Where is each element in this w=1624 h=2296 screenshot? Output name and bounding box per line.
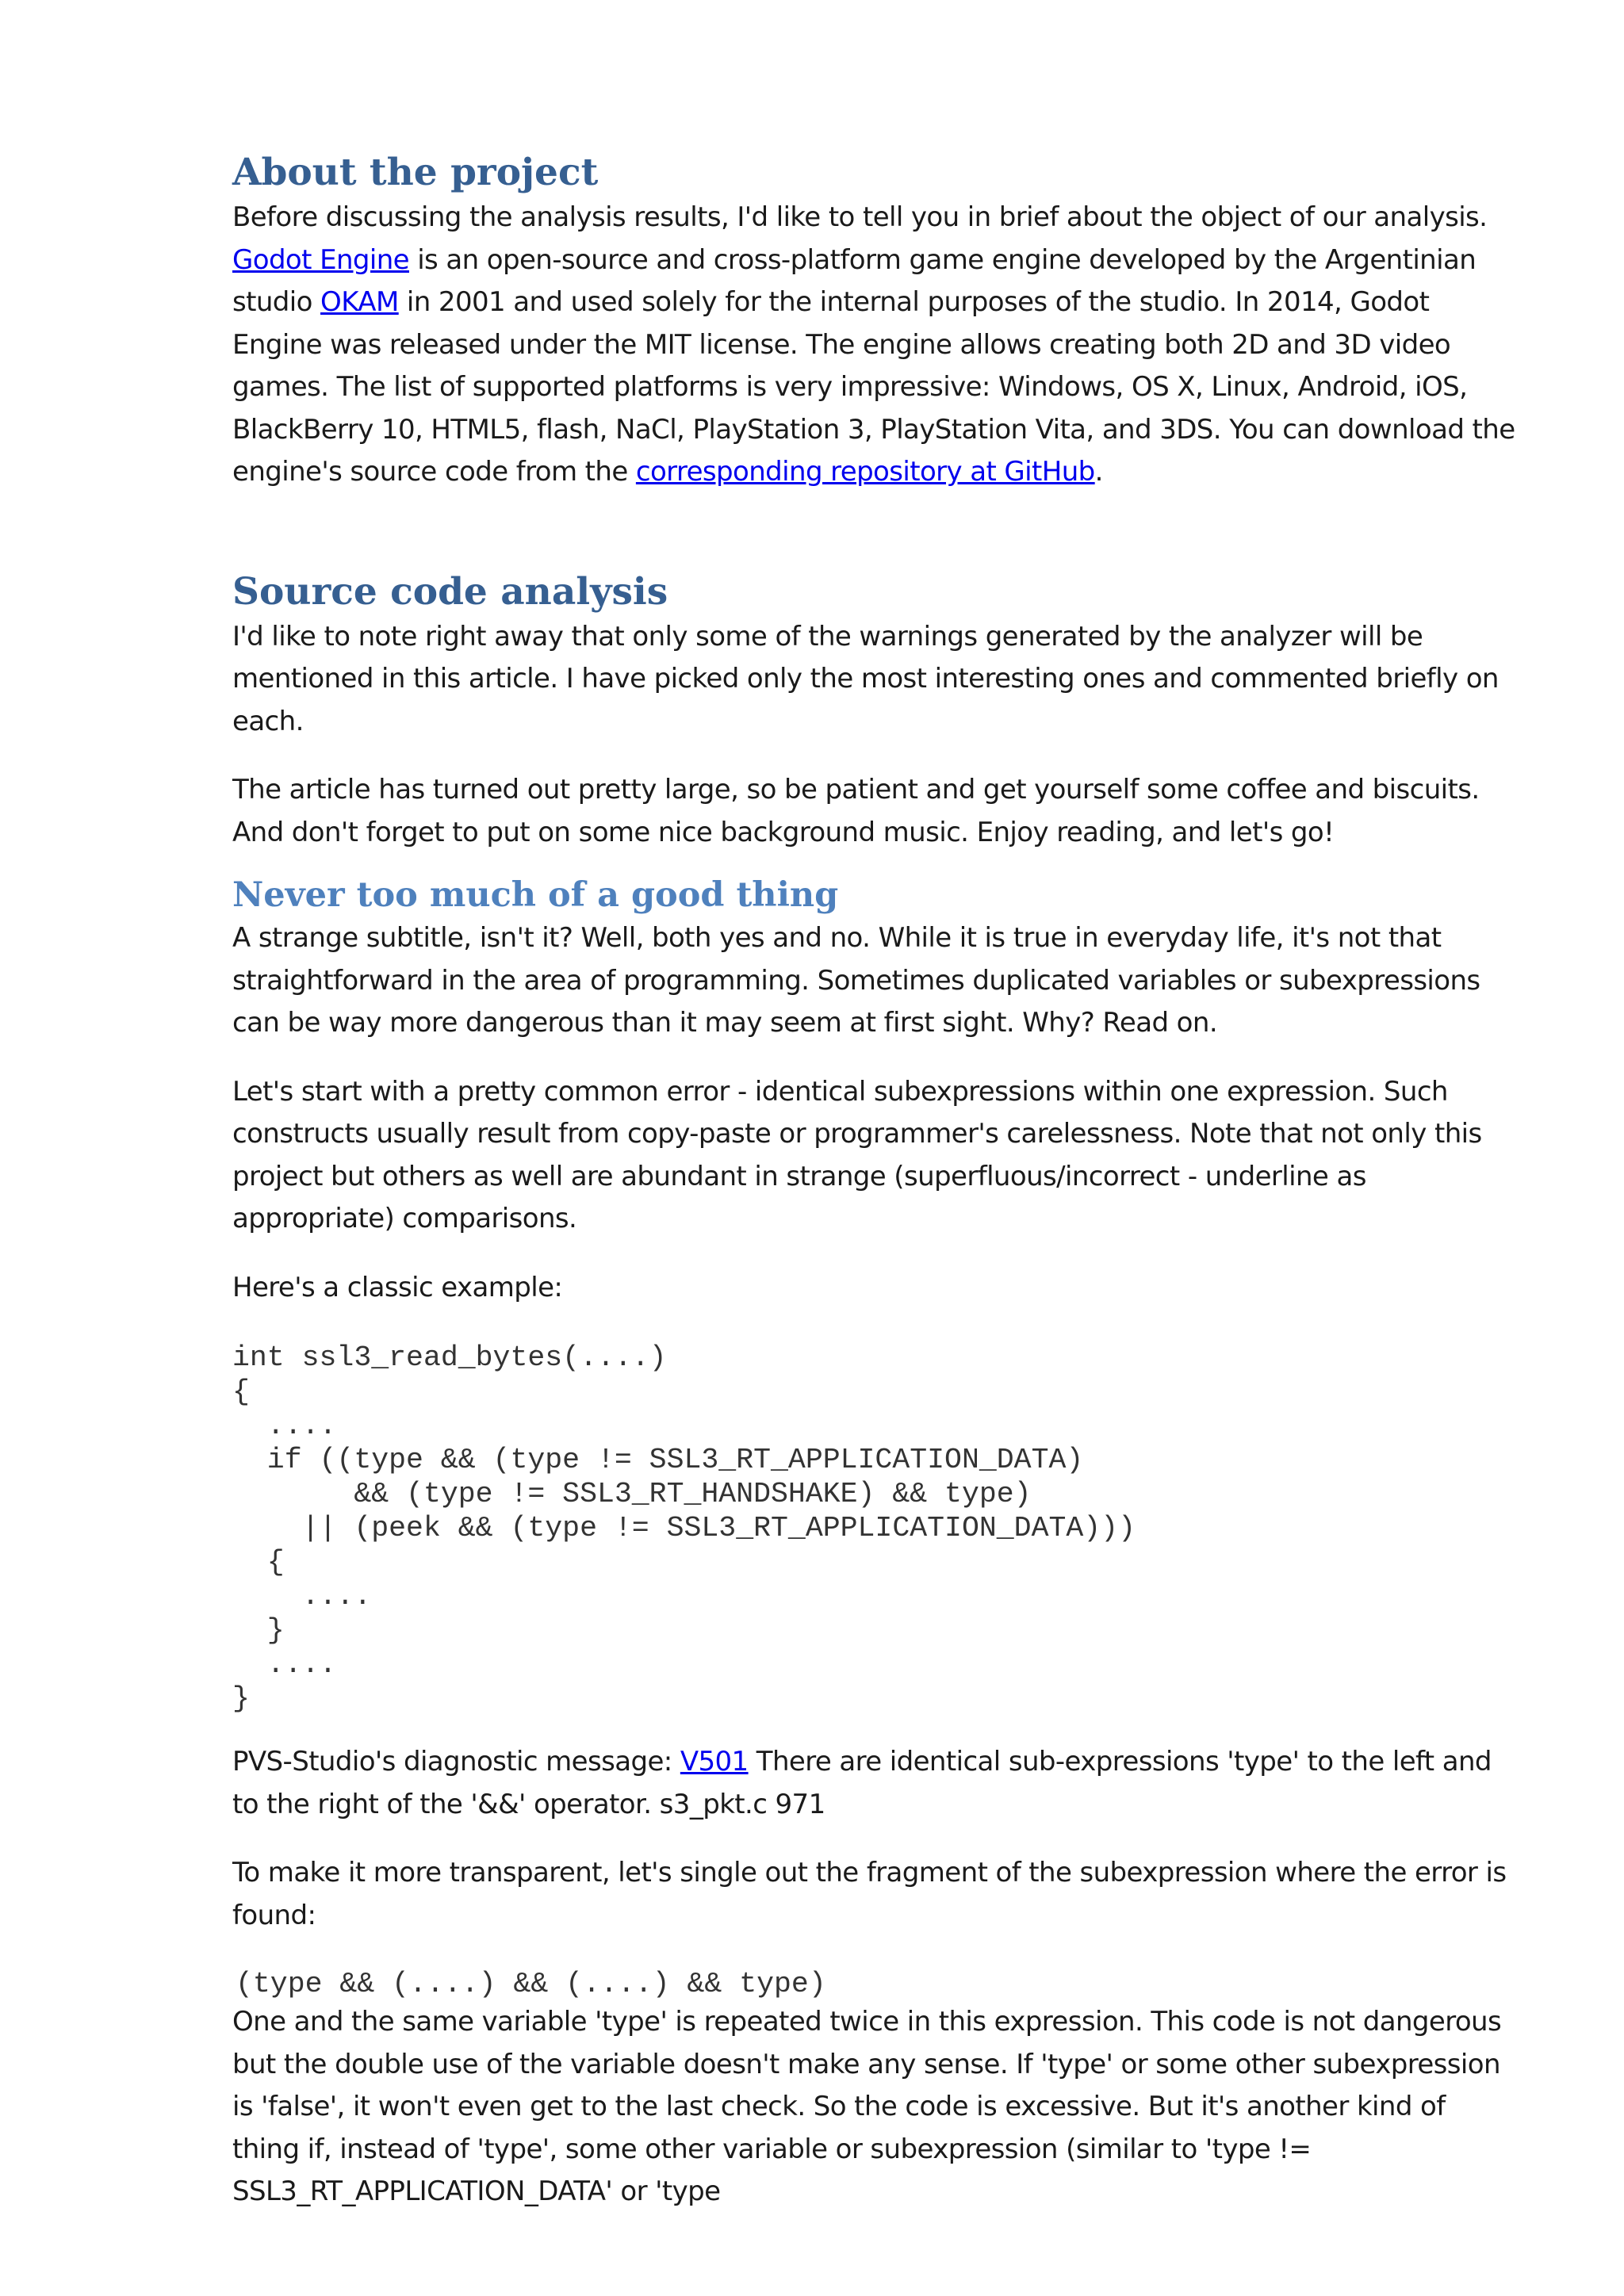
- paragraph-strange-subtitle: A strange subtitle, isn't it? Well, both yes and no. While it is true in everyday life, it's not that straightforward in the area of programming. Sometimes duplicated variables or subexpressions can be way more dangerous than it may seem at first sight. Why? Read on.: [232, 922, 1480, 1039]
- document-page: [232, 149, 1517, 2214]
- text-segment: .: [1094, 456, 1103, 488]
- paragraph-common-error: Let's start with a pretty common error - identical subexpressions within one expression. Such constructs usually result from copy-paste or programmer's carelessness. Note that not only this project but others as well are abundant in strange (superfluous/incorrect - underline as appropriate) comparisons.: [232, 1075, 1482, 1234]
- paragraph-analysis-patience: The article has turned out pretty large, so be patient and get yourself some coffee and biscuits. And don't forget to put on some nice background music. Enjoy reading, and let's go!: [232, 774, 1480, 848]
- heading-source-code-analysis: Source code analysis: [232, 569, 668, 614]
- paragraph-analysis-note: I'd like to note right away that only some of the warnings generated by the analyzer will be mentioned in this article. I have picked only the most interesting ones and commented briefly on each.: [232, 620, 1499, 737]
- text-segment: There are identical sub-expressions 'type' to the left and to the right of the '&&' operator. s3_pkt.c 971: [232, 1746, 1492, 1820]
- text-segment: Before discussing the analysis results, I'd like to tell you in brief about the object of our analysis.: [232, 201, 1488, 233]
- paragraph-same-variable: One and the same variable 'type' is repeated twice in this expression. This code is not dangerous but the double use of the variable doesn't make any sense. If 'type' or some other subexpression is 'false', it won't even get to the last check. So the code is excessive. But it's another kind of thing if, instead of 'type', some other variable or subexpression (similar to 'type != SSL3_RT_APPLICATION_DATA' or 'type: [232, 2006, 1502, 2207]
- link-github-repository[interactable]: corresponding repository at GitHub: [635, 456, 1095, 488]
- paragraph-diagnostic-message: [232, 1741, 1517, 1826]
- link-v501[interactable]: V501: [680, 1746, 749, 1777]
- code-block-ssl3-read-bytes: int ssl3_read_bytes(....) { .... if ((type && (type != SSL3_RT_APPLICATION_DATA) && (type != SSL3_RT_HANDSHAKE) && type) || (peek && (type != SSL3_RT_APPLICATION_DATA))) { .... } .... }: [232, 1341, 1136, 1715]
- heading-never-too-much: Never too much of a good thing: [232, 875, 839, 915]
- paragraph-make-transparent: To make it more transparent, let's single out the fragment of the subexpression where the error is found:: [232, 1857, 1507, 1931]
- text-segment: is an open-source and cross-platform game engine developed by the Argentinian studio: [232, 243, 1477, 318]
- link-okam[interactable]: OKAM: [320, 286, 399, 318]
- text-segment: in 2001 and used solely for the internal purposes of the studio. In 2014, Godot Engine was released under the MIT license. The engine allows creating both 2D and 3D video games. The list of supported platforms is very impressive: Windows, OS X, Linux, Android, iOS, BlackBerry 10, HTML5, flash, NaCl, PlayStation 3, PlayStation Vita, and 3DS. You can download the engine's source code from the: [232, 286, 1515, 488]
- code-snippet-type-expression: (type && (....) && (....) && type): [236, 1968, 826, 2000]
- paragraph-about-intro: [232, 197, 1517, 494]
- link-godot-engine[interactable]: Godot Engine: [232, 243, 409, 276]
- text-segment: PVS-Studio's diagnostic message:: [232, 1746, 680, 1777]
- heading-about-project: About the project: [232, 151, 599, 194]
- paragraph-classic-example: Here's a classic example:: [232, 1271, 563, 1303]
